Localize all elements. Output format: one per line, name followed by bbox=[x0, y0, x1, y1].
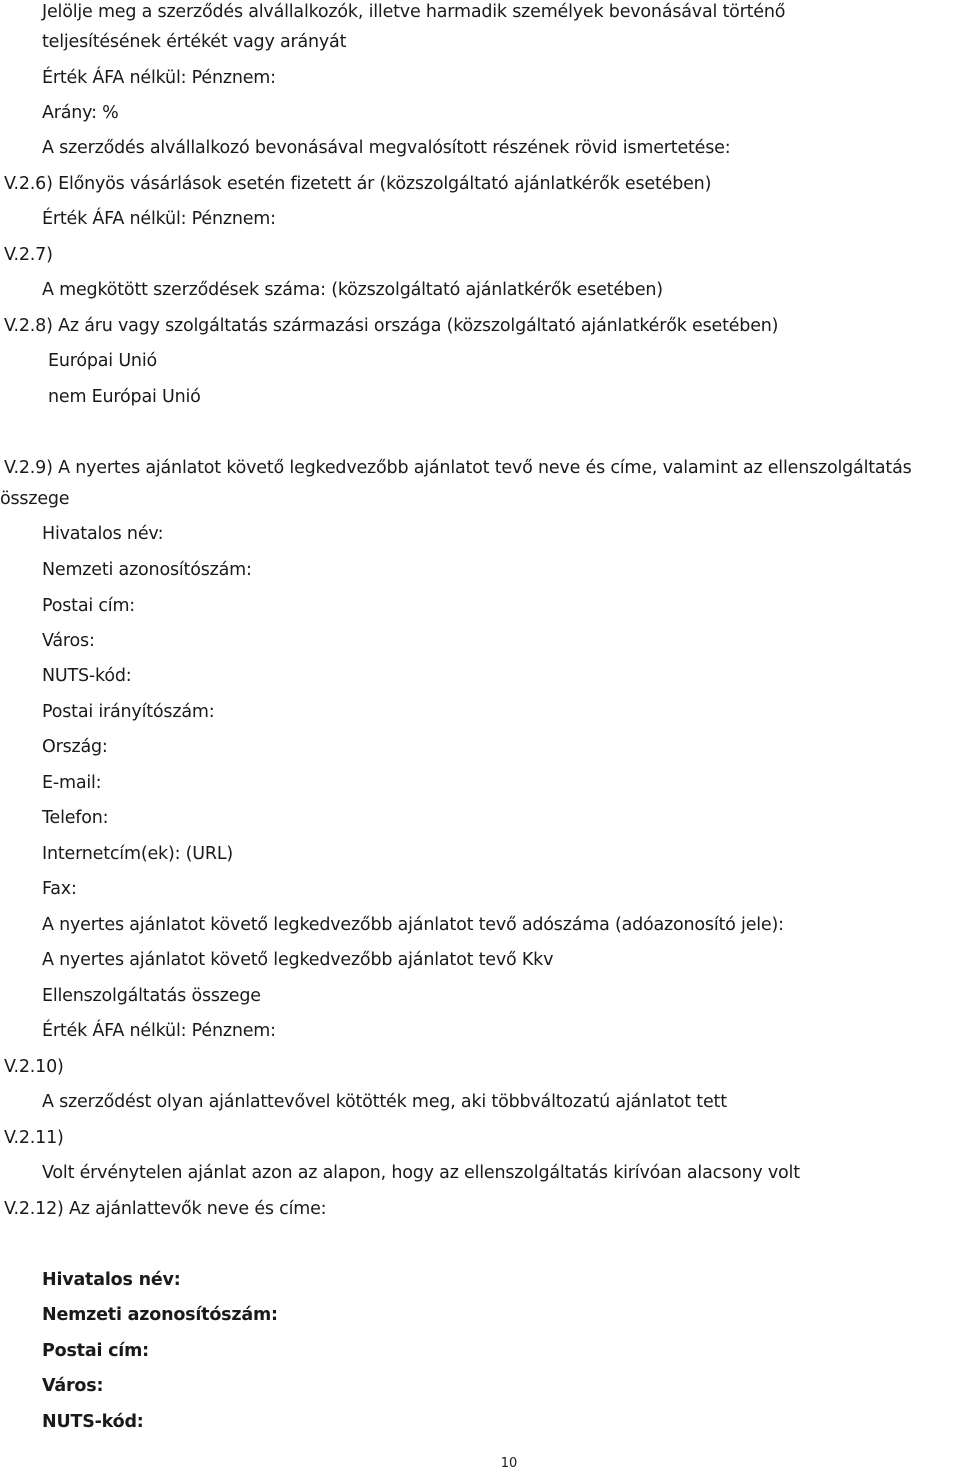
section-heading: V.2.6) Előnyös vásárlások esetén fizetett ár (közszolgáltató ajánlatkérők esetében) bbox=[4, 174, 712, 194]
field-label: Postai cím: bbox=[42, 596, 135, 616]
field-label: Telefon: bbox=[42, 808, 109, 828]
field-label-bold: Postai cím: bbox=[42, 1341, 149, 1361]
field-label: E-mail: bbox=[42, 773, 102, 793]
field-label: Nemzeti azonosítószám: bbox=[42, 560, 252, 580]
field-label: A nyertes ajánlatot követő legkedvezőbb ajánlatot tevő Kkv bbox=[42, 950, 554, 970]
section-heading: V.2.7) bbox=[4, 245, 53, 265]
field-label: Internetcím(ek): (URL) bbox=[42, 844, 234, 864]
section-heading: V.2.10) bbox=[4, 1057, 64, 1077]
page-number: 10 bbox=[500, 1456, 518, 1471]
option-label: Európai Unió bbox=[48, 351, 157, 371]
field-label: Ország: bbox=[42, 737, 108, 757]
section-heading: V.2.9) A nyertes ajánlatot követő legkedvezőbb ajánlatot tevő neve és címe, valamint az ellenszolgáltatás bbox=[4, 458, 912, 478]
text-line: A szerződést olyan ajánlattevővel kötötték meg, aki többváltozatú ajánlatot tett bbox=[42, 1092, 727, 1112]
text-line: Érték ÁFA nélkül: Pénznem: bbox=[42, 68, 276, 88]
text-line: teljesítésének értékét vagy arányát bbox=[42, 32, 347, 52]
field-label: Postai irányítószám: bbox=[42, 702, 215, 722]
field-label: NUTS-kód: bbox=[42, 666, 132, 686]
field-label: Fax: bbox=[42, 879, 77, 899]
section-heading: V.2.12) Az ajánlattevők neve és címe: bbox=[4, 1199, 327, 1219]
field-label: Város: bbox=[42, 631, 95, 651]
field-label-bold: Hivatalos név: bbox=[42, 1270, 181, 1290]
field-label-bold: NUTS-kód: bbox=[42, 1412, 144, 1432]
text-line: Jelölje meg a szerződés alvállalkozók, illetve harmadik személyek bevonásával történő bbox=[42, 2, 786, 22]
text-line: Volt érvénytelen ajánlat azon az alapon, hogy az ellenszolgáltatás kirívóan alacsony volt bbox=[42, 1163, 800, 1183]
text-line: A szerződés alvállalkozó bevonásával megvalósított részének rövid ismertetése: bbox=[42, 138, 731, 158]
text-line: Érték ÁFA nélkül: Pénznem: bbox=[42, 209, 276, 229]
field-label-bold: Város: bbox=[42, 1376, 104, 1396]
section-heading: V.2.11) bbox=[4, 1128, 64, 1148]
text-line: összege bbox=[0, 489, 70, 509]
field-label: A nyertes ajánlatot követő legkedvezőbb ajánlatot tevő adószáma (adóazonosító jele): bbox=[42, 915, 784, 935]
field-label-bold: Nemzeti azonosítószám: bbox=[42, 1305, 278, 1325]
field-label: Érték ÁFA nélkül: Pénznem: bbox=[42, 1021, 276, 1041]
text-line: A megkötött szerződések száma: (közszolgáltató ajánlatkérők esetében) bbox=[42, 280, 663, 300]
field-label: Hivatalos név: bbox=[42, 524, 164, 544]
option-label: nem Európai Unió bbox=[48, 387, 201, 407]
section-heading: V.2.8) Az áru vagy szolgáltatás származási országa (közszolgáltató ajánlatkérők esetében) bbox=[4, 316, 779, 336]
field-label: Ellenszolgáltatás összege bbox=[42, 986, 261, 1006]
text-line: Arány: % bbox=[42, 103, 119, 123]
